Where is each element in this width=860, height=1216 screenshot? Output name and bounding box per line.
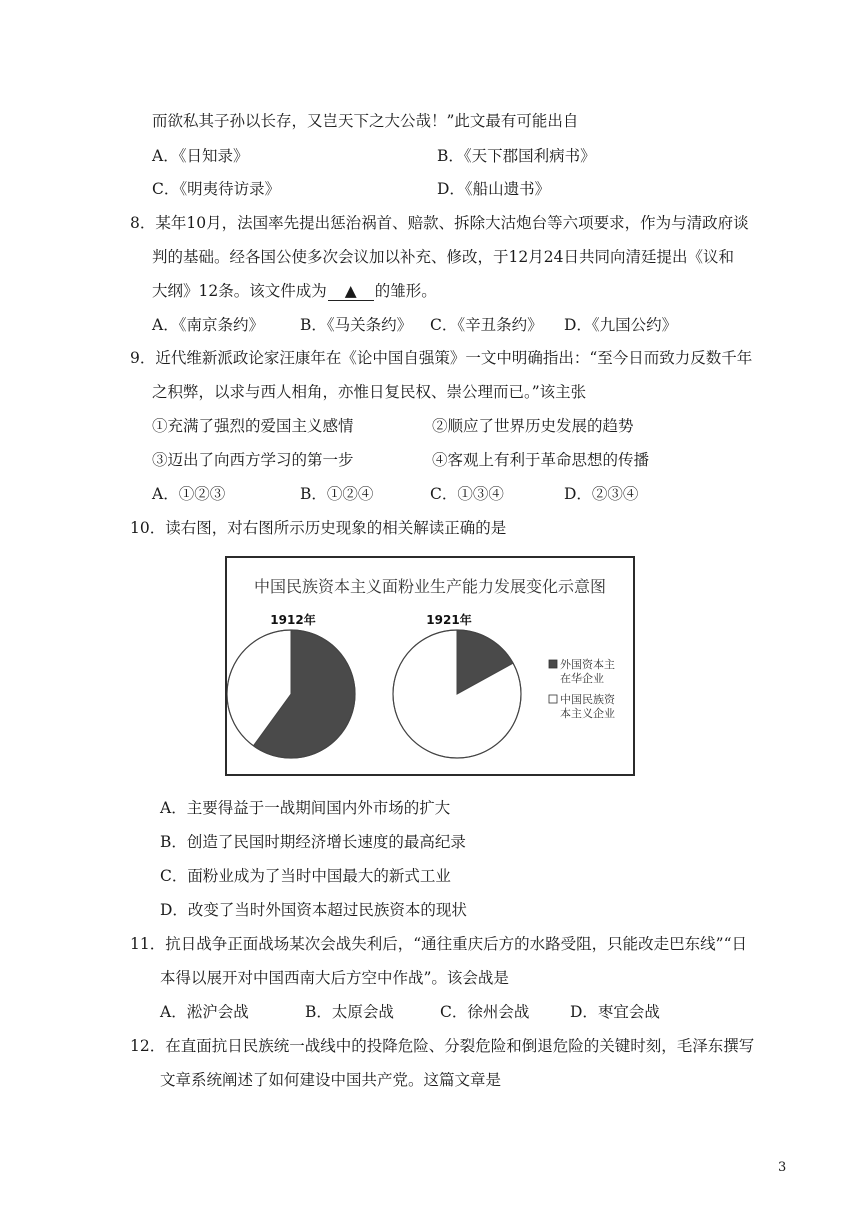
q9-statement-2: ②顺应了世界历史发展的趋势 [432, 417, 634, 435]
pie-label-1921: 1921年 [426, 613, 472, 627]
q12-stem-line-2: 文章系统阐述了如何建设中国共产党。这篇文章是 [160, 1071, 502, 1089]
q11-option-b: B．太原会战 [305, 1003, 394, 1021]
answer-blank: ▲ [328, 282, 374, 301]
legend-swatch-national [549, 695, 557, 703]
q9-statement-4: ④客观上有利于革命思想的传播 [432, 451, 650, 469]
q8-stem-line-2: 判的基础。经各国公使多次会议加以补充、修改，于12月24日共同向清廷提出《议和 [152, 248, 734, 266]
q9-stem-line-2: 之积弊，以求与西人相角，亦惟日复民权、崇公理而已。”该主张 [152, 383, 587, 401]
legend-foreign-line-1: 外国资本主 [560, 658, 615, 671]
q9-statement-1: ①充满了强烈的爱国主义感情 [152, 417, 354, 435]
q11-option-a: A．淞沪会战 [160, 1003, 249, 1021]
q7-option-a: A．《日知录》 [152, 147, 249, 165]
q7-stem-line: 而欲私其子孙以长存，又岂天下之大公哉！”此文最有可能出自 [152, 112, 579, 130]
legend-national-line-2: 本主义企业 [560, 707, 615, 720]
q7-option-b: B．《天下郡国利病书》 [437, 147, 596, 165]
q9-stem-line-1: 9．近代维新派政论家汪康年在《论中国自强策》一文中明确指出：“至今日而致力反数千年 [130, 349, 753, 367]
q8-option-d: D．《九国公约》 [564, 316, 678, 334]
q12-stem-line-1: 12．在直面抗日民族统一战线中的投降危险、分裂危险和倒退危险的关键时刻，毛泽东撰写 [130, 1037, 755, 1055]
q7-option-c: C．《明夷待访录》 [152, 180, 281, 198]
pie-chart-svg [227, 558, 633, 774]
q9-option-c: C．①③④ [430, 485, 504, 503]
q10-option-c: C．面粉业成为了当时中国最大的新式工业 [160, 867, 451, 885]
legend-foreign-line-2: 在华企业 [560, 672, 604, 685]
q11-option-d: D．枣宜会战 [570, 1003, 660, 1021]
q11-option-c: C．徐州会战 [440, 1003, 530, 1021]
q8-stem-after-blank: 的雏形。 [374, 282, 437, 300]
pie-label-1912: 1912年 [270, 613, 316, 627]
q11-stem-line-1: 11．抗日战争正面战场某次会战失利后，“通往重庆后方的水路受阻，只能改走巴东线”“日 [130, 935, 747, 953]
q10-stem-line-1: 10．读右图，对右图所示历史现象的相关解读正确的是 [130, 519, 507, 537]
q7-option-d: D．《船山遗书》 [437, 180, 551, 198]
q8-option-c: C．《辛丑条约》 [430, 316, 543, 334]
q10-option-b: B．创造了民国时期经济增长速度的最高纪录 [160, 833, 466, 851]
q9-option-b: B．①②④ [300, 485, 374, 503]
q9-option-a: A．①②③ [152, 485, 226, 503]
q8-stem-line-3 [152, 280, 437, 302]
q9-option-d: D．②③④ [564, 485, 639, 503]
q10-option-d: D．改变了当时外国资本超过民族资本的现状 [160, 901, 467, 919]
q9-statement-3: ③迈出了向西方学习的第一步 [152, 451, 354, 469]
q8-option-b: B．《马关条约》 [300, 316, 413, 334]
page-number: 3 [778, 1160, 787, 1175]
q10-option-a: A．主要得益于一战期间国内外市场的扩大 [160, 799, 451, 817]
q8-option-a: A．《南京条约》 [152, 316, 264, 334]
legend-national-line-1: 中国民族资 [560, 693, 615, 706]
legend-swatch-foreign [549, 660, 557, 668]
q11-stem-line-2: 本得以展开对中国西南大后方空中作战”。该会战是 [160, 969, 509, 987]
pie-chart-figure [225, 556, 635, 776]
chart-title: 中国民族资本主义面粉业生产能力发展变化示意图 [253, 577, 607, 596]
q8-stem-before-blank: 大纲》12条。该文件成为 [152, 282, 327, 300]
q8-stem-line-1: 8．某年10月，法国率先提出惩治祸首、赔款、拆除大沽炮台等六项要求，作为与清政府谈 [130, 214, 749, 232]
